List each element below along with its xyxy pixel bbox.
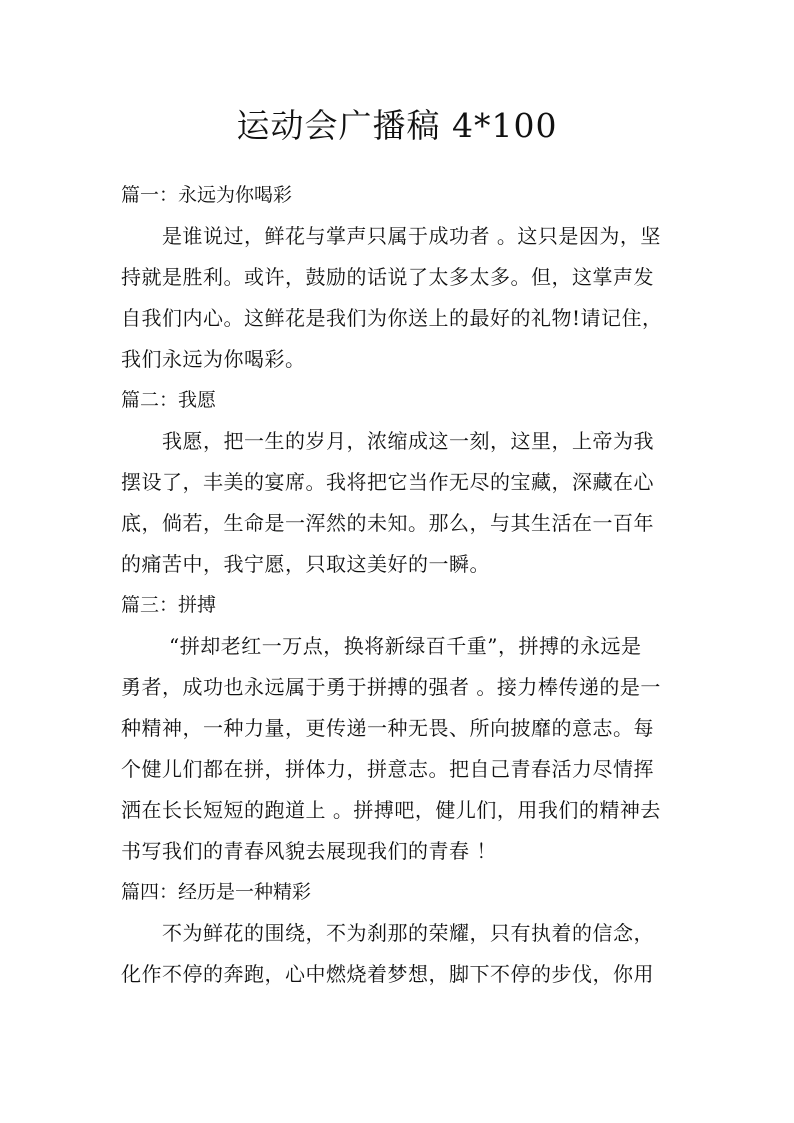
paragraph-line: 摆设了，丰美的宴席。我将把它当作无尽的宝藏，深藏在心 (121, 470, 654, 494)
paragraph-line: 洒在长长短短的跑道上 。拼搏吧，健儿们，用我们的精神去 (121, 798, 661, 822)
paragraph-line: 是谁说过，鲜花与掌声只属于成功者 。这只是因为，坚 (162, 224, 661, 248)
document-title: 运动会广播稿 4*100 (236, 106, 558, 145)
paragraph-line: 勇者，成功也永远属于勇于拼搏的强者 。接力棒传递的是一 (121, 675, 661, 699)
section-heading: 篇三：拼搏 (121, 594, 217, 616)
section-heading: 篇二：我愿 (121, 389, 217, 411)
paragraph-line: 书写我们的青春风貌去展现我们的青春 ！ (121, 839, 497, 863)
section-heading: 篇一：永远为你喝彩 (121, 184, 293, 206)
paragraph-line: 我愿，把一生的岁月，浓缩成这一刻，这里，上帝为我 (162, 429, 654, 453)
paragraph-line: 底，倘若，生命是一浑然的未知。那么，与其生活在一百年 (121, 511, 654, 535)
paragraph-line: 种精神，一种力量，更传递一种无畏、所向披靡的意志。每 (121, 716, 654, 740)
section-heading: 篇四：经历是一种精彩 (121, 881, 312, 903)
paragraph-line: 自我们内心。这鲜花是我们为你送上的最好的礼物!请记住， (121, 306, 663, 330)
paragraph-line: 的痛苦中，我宁愿，只取这美好的一瞬。 (121, 552, 490, 576)
paragraph-line: 我们永远为你喝彩。 (121, 347, 306, 371)
document-body (121, 175, 681, 995)
paragraph-line: 不为鲜花的围绕，不为刹那的荣耀，只有执着的信念， (162, 921, 654, 945)
paragraph-line: 化作不停的奔跑，心中燃烧着梦想，脚下不停的步伐，你用 (121, 962, 654, 986)
paragraph-line: 个健儿们都在拼，拼体力，拼意志。把自己青春活力尽情挥 (121, 757, 654, 781)
paragraph-line: 持就是胜利。或许，鼓励的话说了太多太多。但，这掌声发 (121, 265, 654, 289)
paragraph-line: “拼却老红一万点，换将新绿百千重”，拼搏的永远是 (169, 634, 642, 658)
